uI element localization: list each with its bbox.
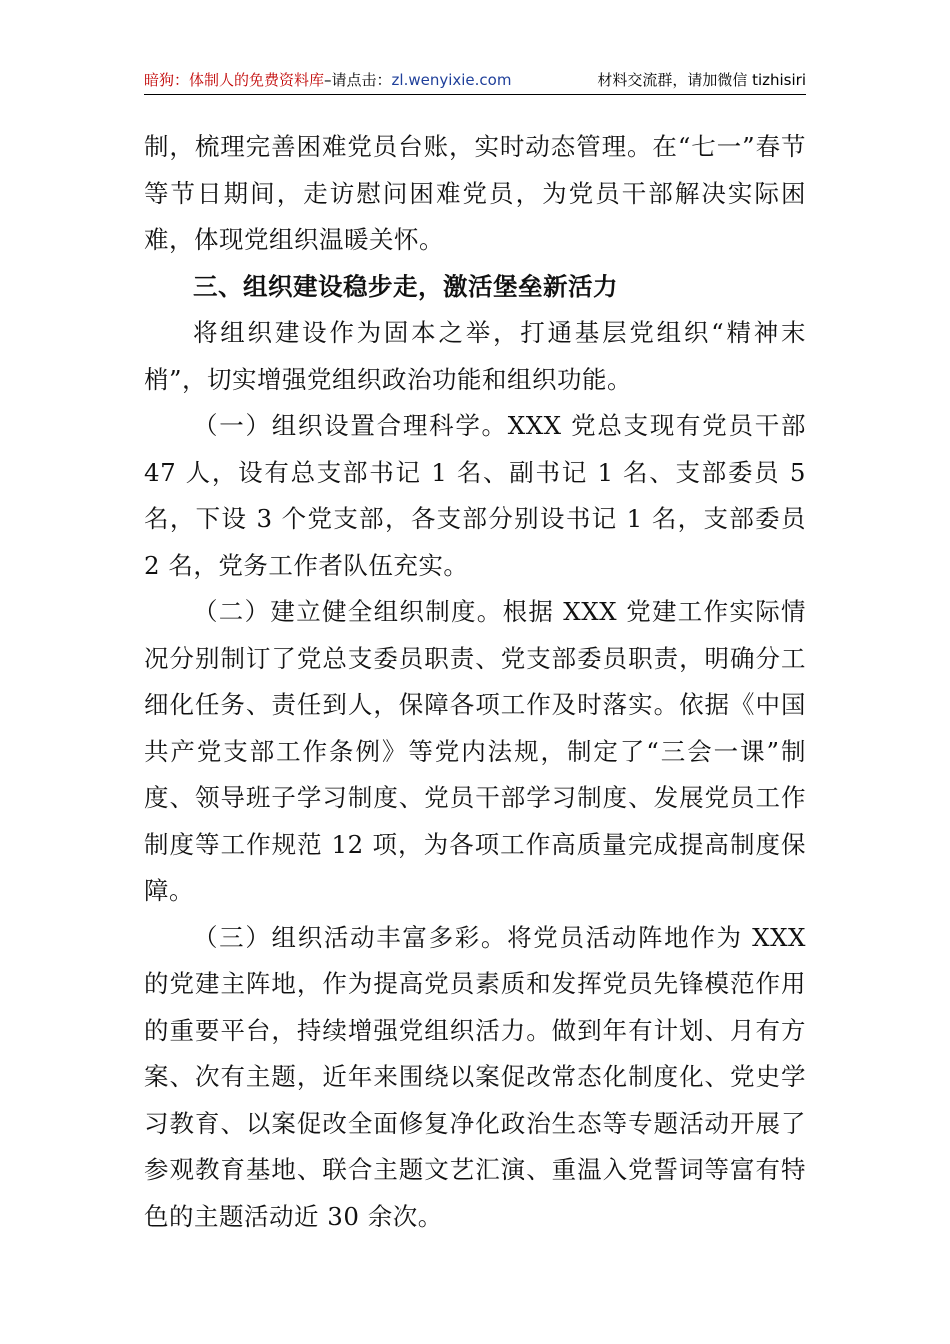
paragraph-org-activities: （三）组织活动丰富多彩。将党员活动阵地作为 XXX 的党建主阵地，作为提高党员素质和发挥党员先锋模范作用的重要平台，持续增强党组织活力。做到年有计划、月有方案、次有主题，近年来围绕以案促改常态化制度化、党史学习教育、以案促改全面修复净化政治生态等专题活动开展了参观教育基地、联合主题文艺汇演、重温入党誓词等富有特色的主题活动近 30 余次。 — [144, 922, 806, 1231]
header-wechat-note: 材料交流群，请加微信 tizhisiri — [597, 71, 806, 89]
section-heading: 三、组织建设稳步走，激活堡垒新活力 — [193, 271, 618, 301]
header-brand: 暗狗：体制人的免费资料库 — [144, 71, 325, 89]
header-click-prefix: –请点击： — [324, 71, 392, 89]
header-url-link[interactable]: zl.wenyixie.com — [391, 71, 512, 89]
document-body — [144, 124, 806, 1240]
paragraph-intro: 将组织建设作为固本之举，打通基层党组织“精神末梢”，切实增强党组织政治功能和组织功能。 — [144, 318, 806, 394]
paragraph-org-setup: （一）组织设置合理科学。XXX 党总支现有党员干部 47 人，设有总支部书记 1 名、副书记 1 名、支部委员 5 名，下设 3 个党支部，各支部分别设书记 1 名，支部委员 2 名，党务工作者队伍充实。 — [144, 411, 806, 580]
paragraph-org-system: （二）建立健全组织制度。根据 XXX 党建工作实际情况分别制订了党总支委员职责、党支部委员职责，明确分工细化任务、责任到人，保障各项工作及时落实。依据《中国共产党支部工作条例》等党内法规，制定了“三会一课”制度、领导班子学习制度、党员干部学习制度、发展党员工作制度等工作规范 12 项，为各项工作高质量完成提高制度保障。 — [144, 597, 806, 905]
page-header — [144, 66, 806, 95]
paragraph-continued: 制，梳理完善困难党员台账，实时动态管理。在“七一”春节等节日期间，走访慰问困难党员，为党员干部解决实际困难，体现党组织温暖关怀。 — [144, 132, 806, 254]
